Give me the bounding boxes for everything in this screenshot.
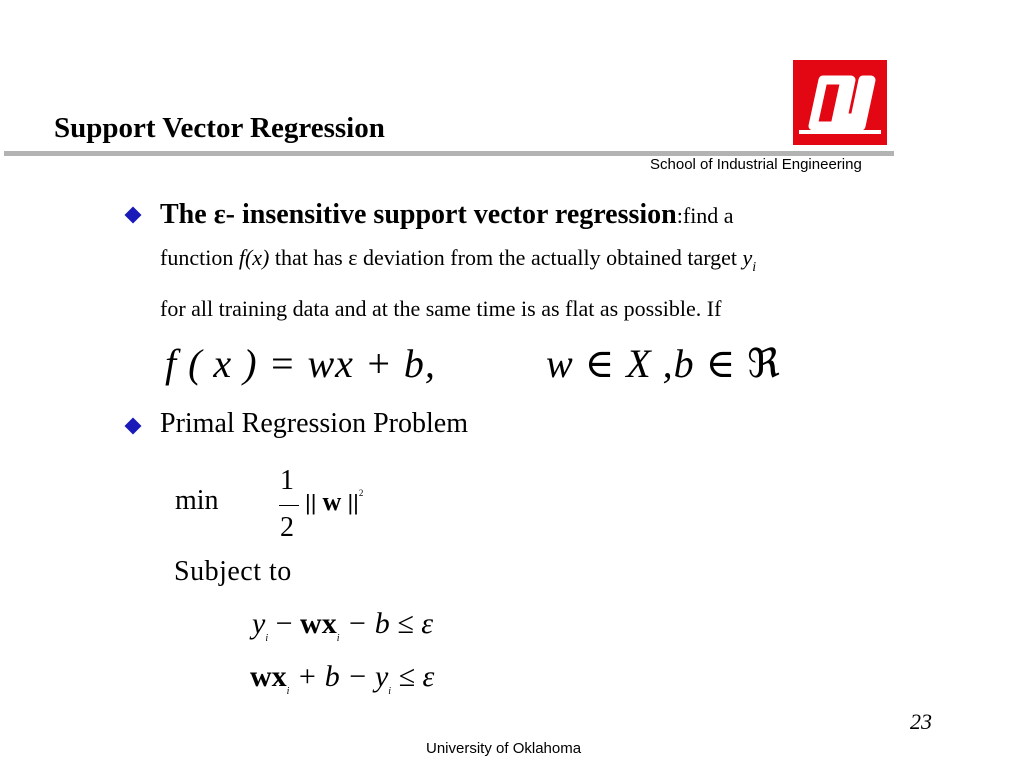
c1-sub-i2: i [336, 633, 340, 644]
main-equation [165, 340, 781, 387]
norm-w: w [322, 487, 342, 516]
bullet-diamond-2 [125, 418, 142, 435]
c2-rest: ≤ ε [391, 660, 435, 693]
bullet-heading-b: - insensitive support vector regression [225, 199, 677, 230]
bullet-line-1 [160, 199, 734, 231]
target-subscript: i [752, 260, 757, 275]
bullet-diamond [125, 207, 142, 224]
c2-sub-i2: i [388, 686, 392, 697]
fx-text: f(x) [238, 245, 270, 270]
school-name: School of Industrial Engineering [650, 156, 862, 173]
c2-mid: + b − y [289, 660, 389, 693]
bullet-line-3: for all training data and at the same time is as flat as possible. If [160, 296, 722, 321]
that-has-text: that has [269, 245, 349, 270]
function-text: function [160, 245, 239, 270]
epsilon-symbol-2: ε [348, 245, 358, 270]
bullet-line-2 [160, 245, 756, 276]
norm-power: 2 [358, 488, 364, 498]
norm-expression [305, 487, 363, 517]
norm-right-bars: || [341, 490, 359, 515]
min-operator: min [175, 485, 219, 516]
page-number: 23 [910, 709, 932, 734]
find-text: :find a [676, 203, 734, 228]
deviation-text: deviation from the actually obtained target [357, 245, 743, 270]
constraint-1 [252, 607, 433, 644]
c2-sub-i: i [286, 686, 290, 697]
fraction-numerator: 1 [280, 465, 294, 496]
c2-wx: wx [250, 660, 287, 693]
fraction-bar [279, 505, 299, 506]
university-footer: University of Oklahoma [426, 740, 582, 757]
c1-rest: − b ≤ ε [339, 607, 434, 640]
constraint-2 [250, 660, 434, 697]
slide-title: Support Vector Regression [54, 112, 385, 144]
norm-left-bars: || [305, 490, 323, 515]
bullet-heading-a: The [160, 199, 214, 230]
epsilon-symbol: ε [213, 199, 226, 230]
target-y: y [742, 245, 753, 270]
c1-y: y [252, 607, 266, 640]
fraction-denominator: 2 [280, 512, 294, 543]
equation-rhs: w ∈ X ,b ∈ [545, 341, 748, 386]
ou-logo-icon [793, 60, 887, 145]
reals-symbol: ℜ [747, 341, 781, 386]
primal-problem-label: Primal Regression Problem [160, 408, 468, 439]
equation-lhs: f ( x ) = wx + b, [165, 341, 436, 386]
c1-sub-i: i [265, 633, 269, 644]
c1-wx: wx [300, 607, 337, 640]
subject-to-label: Subject to [174, 556, 292, 587]
c1-minus: − [268, 607, 301, 640]
